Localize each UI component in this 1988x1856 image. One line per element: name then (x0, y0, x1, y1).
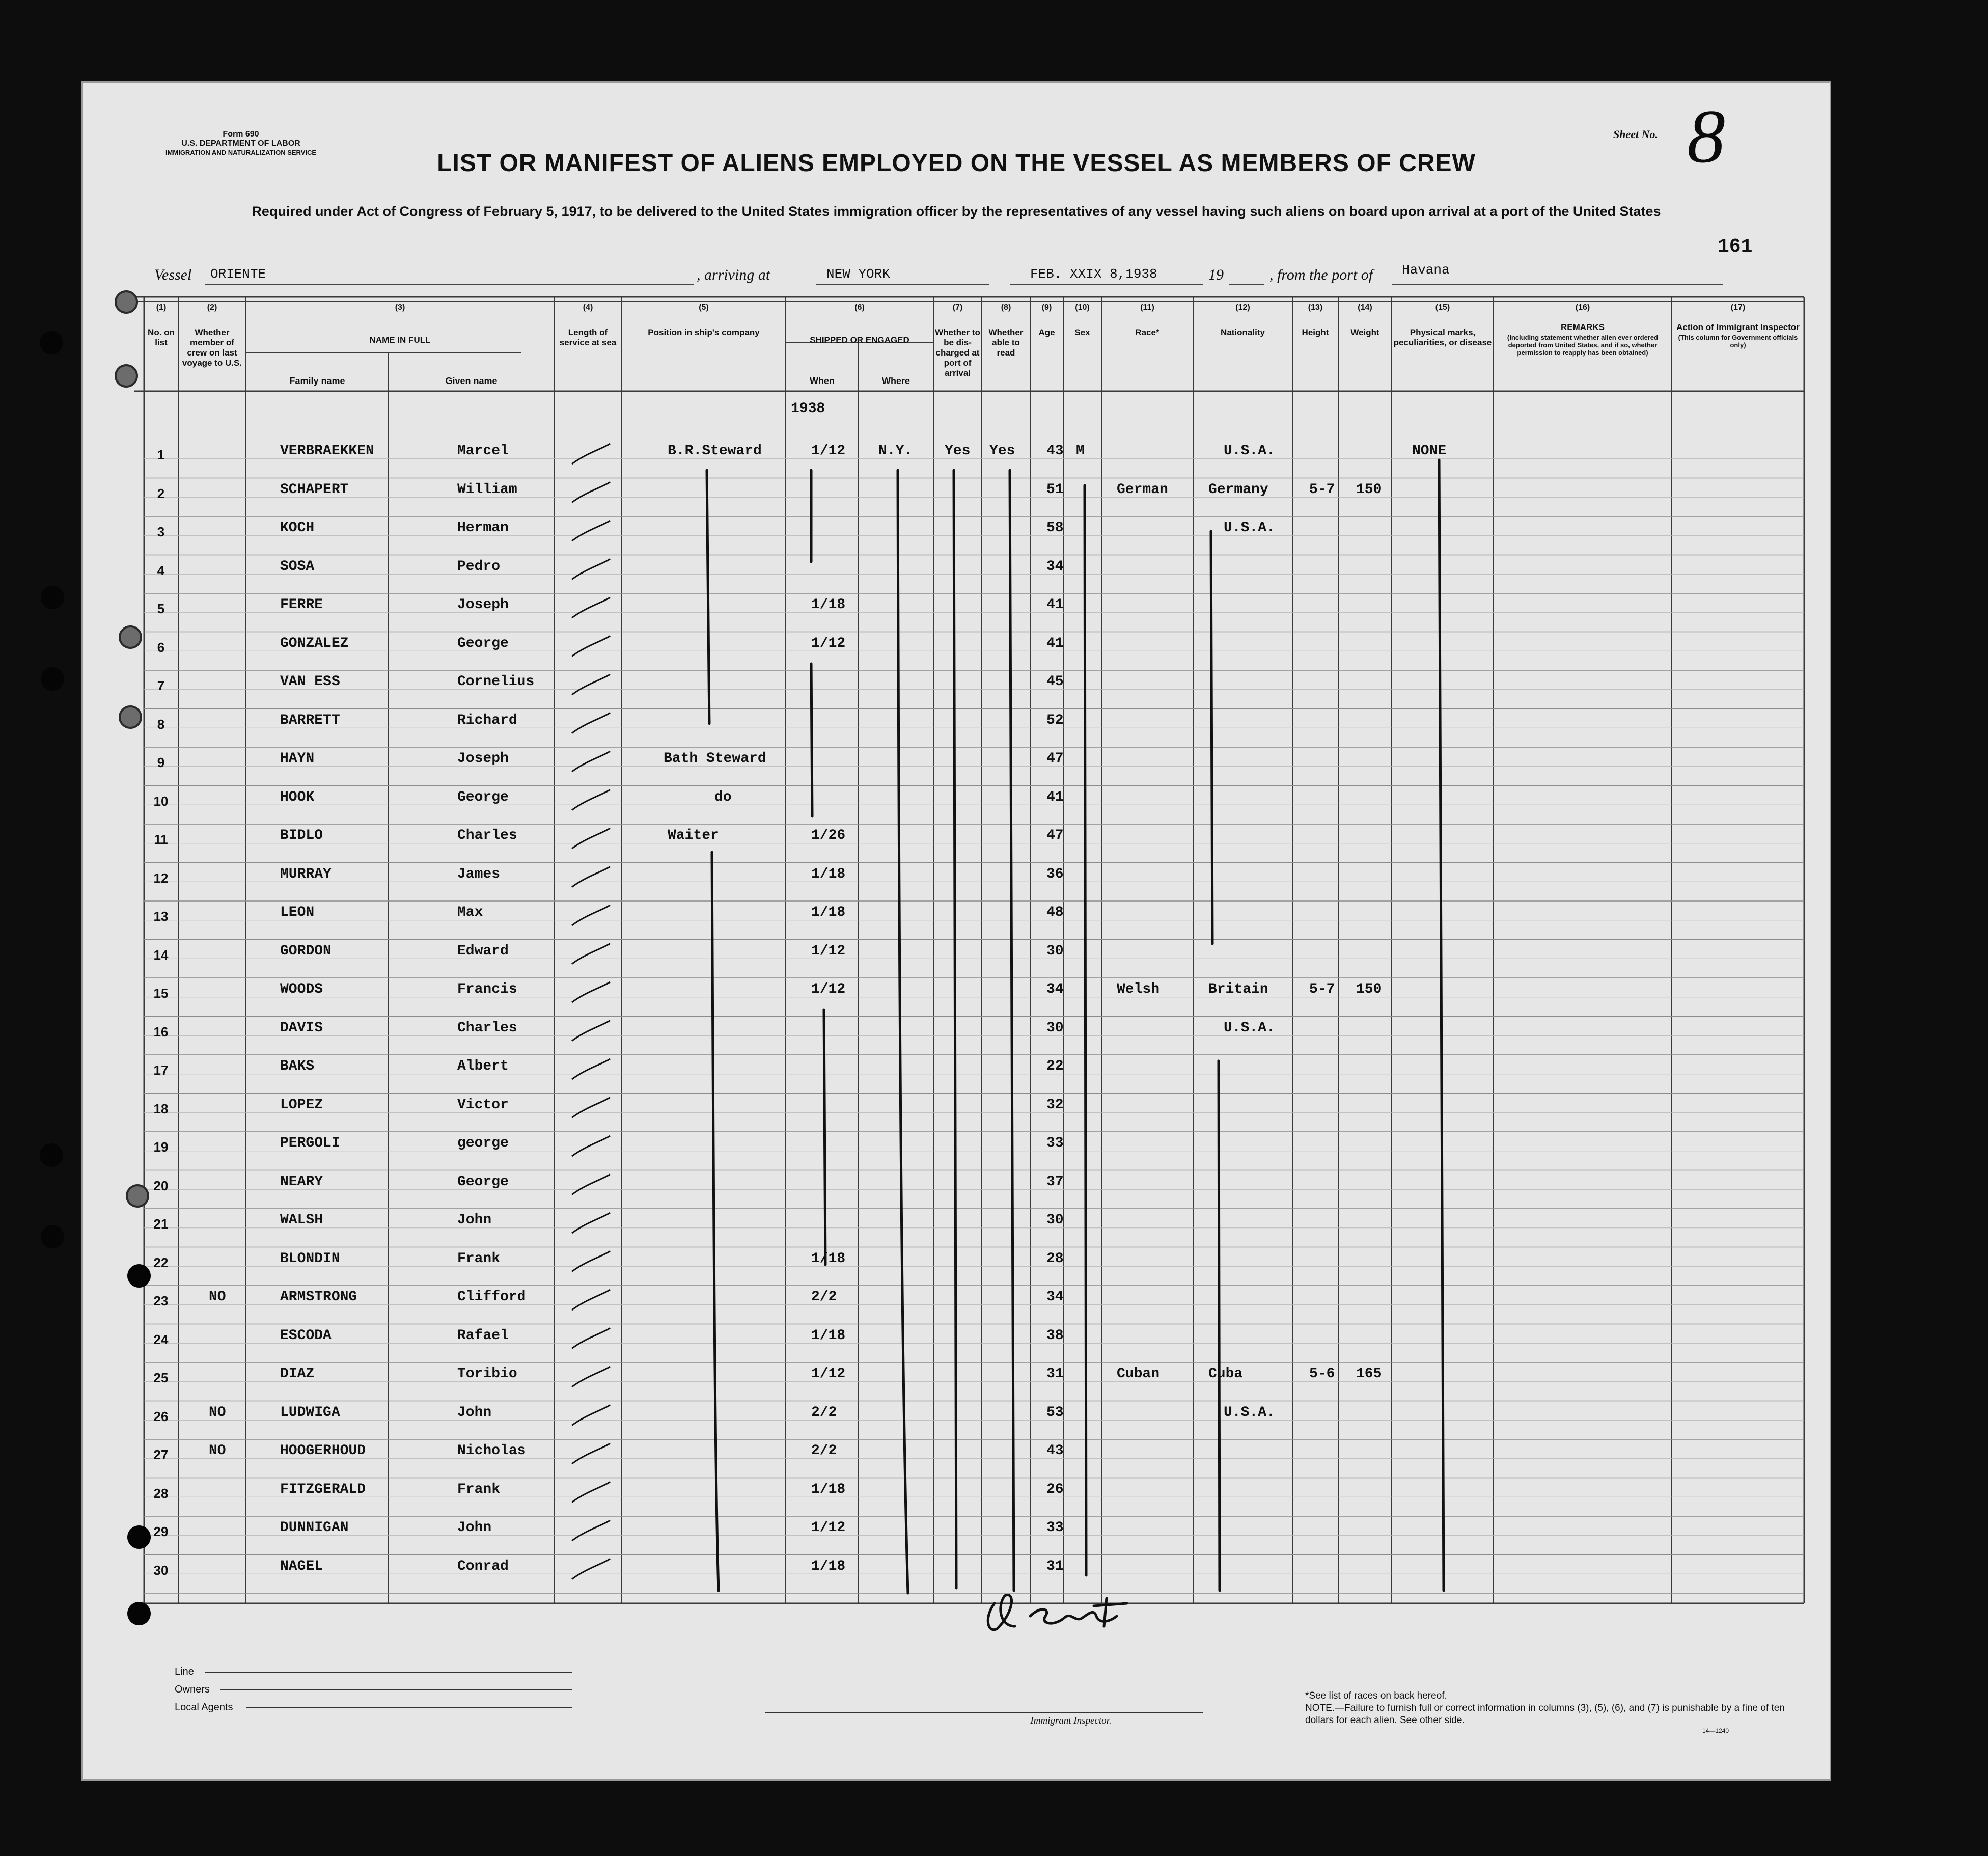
column-number: (2) (207, 303, 217, 312)
from-port-label: , from the port of (1269, 266, 1373, 283)
cell-age: 37 (1046, 1173, 1064, 1190)
cell-given: Frank (457, 1481, 501, 1497)
cell-given: Victor (457, 1097, 509, 1113)
cell-age: 30 (1046, 1020, 1064, 1036)
cell-family: HOOK (280, 789, 315, 805)
cell-given: George (457, 1173, 509, 1190)
cell-age: 41 (1046, 635, 1064, 651)
cell-last-voyage: NO (209, 1443, 226, 1459)
cell-race: German (1117, 481, 1168, 498)
cell-when: 2/2 (811, 1289, 837, 1305)
cell-position: Bath Steward (664, 751, 766, 767)
cell-position: Waiter (668, 828, 719, 843)
cell-age: 33 (1046, 1520, 1064, 1536)
cell-family: GONZALEZ (280, 635, 349, 651)
cell-when: 1/18 (811, 1327, 846, 1344)
row-number: 26 (153, 1408, 169, 1424)
cell-age: 30 (1046, 1212, 1064, 1228)
department: U.S. DEPARTMENT OF LABOR (181, 139, 300, 148)
cell-family: LOPEZ (280, 1097, 323, 1113)
column-number: (13) (1308, 303, 1323, 312)
cell-age: 48 (1046, 905, 1064, 920)
cell-age: 28 (1046, 1250, 1064, 1267)
cell-last-voyage: NO (209, 1289, 226, 1305)
vessel-name: ORIENTE (210, 266, 266, 282)
punch-hole (126, 1184, 149, 1208)
cell-family: BLONDIN (280, 1250, 340, 1267)
cell-when: 1/18 (811, 905, 846, 920)
column-header: Race* (1135, 327, 1159, 337)
column-header: Length of service at sea (559, 327, 617, 347)
cell-when: 1/12 (811, 943, 846, 959)
cell-age: 32 (1046, 1097, 1064, 1113)
punch-hole (127, 1264, 151, 1288)
inspector-signature (988, 1595, 1127, 1629)
length-of-service-strokes (572, 444, 610, 1579)
cell-age: 30 (1046, 943, 1064, 959)
row-number: 15 (153, 986, 169, 1001)
sheet-no: 8 (1687, 94, 1725, 179)
column-number: (9) (1041, 303, 1052, 312)
cell-position: B.R.Steward (668, 443, 762, 459)
cell-age: 52 (1046, 712, 1064, 728)
cell-given: george (457, 1135, 509, 1151)
row-number: 19 (153, 1139, 169, 1155)
cell-given: Pedro (457, 558, 501, 575)
cell-nationality: U.S.A. (1224, 520, 1275, 536)
ditto-marks (707, 460, 1444, 1593)
row-number: 22 (153, 1254, 169, 1270)
cell-height: 5-7 (1309, 981, 1335, 997)
row-number: 14 (153, 947, 169, 963)
cell-family: MURRAY (280, 866, 332, 882)
cell-given: Marcel (457, 443, 509, 459)
punch-hole (115, 290, 138, 314)
races-note: *See list of races on back hereof. (1305, 1690, 1447, 1701)
column-header: Height (1302, 327, 1329, 337)
cell-marks: NONE (1412, 443, 1447, 459)
cell-age: 34 (1046, 981, 1064, 997)
cell-family: SCHAPERT (280, 481, 349, 498)
arrival-port: NEW YORK (826, 266, 890, 282)
row-number: 9 (157, 755, 165, 770)
form-code: 14—1240 (1702, 1727, 1729, 1734)
cell-sex: M (1076, 443, 1085, 459)
punch-hole (119, 705, 142, 729)
cell-age: 45 (1046, 674, 1064, 690)
cell-race: Welsh (1117, 981, 1160, 997)
cell-when: 1/18 (811, 1558, 846, 1574)
from-port: Havana (1402, 262, 1450, 278)
cell-family: HOOGERHOUD (280, 1443, 366, 1459)
column-header: Whether member of crew on last voyage to U.S. (182, 327, 242, 368)
cell-given: Conrad (457, 1558, 509, 1574)
row-number: 5 (157, 601, 165, 616)
row-number: 6 (157, 639, 165, 655)
cell-age: 43 (1046, 443, 1064, 459)
cell-last-voyage: NO (209, 1404, 226, 1421)
cell-given: George (457, 635, 509, 651)
cell-given: Charles (457, 1020, 517, 1036)
column-header: Weight (1350, 327, 1379, 337)
cell-given: Herman (457, 520, 509, 536)
cell-age: 34 (1046, 1289, 1064, 1305)
cell-age: 31 (1046, 1558, 1064, 1574)
cell-family: WALSH (280, 1212, 323, 1228)
column-number: (17) (1730, 303, 1746, 312)
cell-age: 47 (1046, 751, 1064, 767)
row-number: 2 (157, 485, 165, 501)
cell-given: Cornelius (457, 674, 535, 690)
row-number: 24 (153, 1331, 169, 1347)
column-header: Sex (1074, 327, 1090, 337)
row-number: 16 (153, 1024, 169, 1040)
cell-given: James (457, 866, 501, 882)
column-number: (15) (1435, 303, 1450, 312)
cell-given: John (457, 1520, 492, 1536)
cell-family: LUDWIGA (280, 1404, 340, 1421)
arriving-label: , arriving at (697, 266, 770, 283)
cell-given: William (457, 481, 517, 498)
cell-family: WOODS (280, 981, 323, 997)
cell-given: Frank (457, 1250, 501, 1267)
year-label: 19 (1208, 266, 1224, 283)
column-number: (10) (1075, 303, 1090, 312)
row-number: 29 (153, 1524, 169, 1539)
cell-given: Joseph (457, 751, 509, 767)
punch-hole (41, 1225, 64, 1248)
punch-hole (40, 1143, 63, 1167)
row-number: 1 (157, 447, 165, 462)
cell-height: 5-6 (1309, 1366, 1335, 1382)
cell-discharged: Yes (945, 443, 971, 459)
column-header: Nationality (1221, 327, 1265, 337)
punch-hole (115, 364, 138, 388)
cell-family: BIDLO (280, 828, 323, 843)
column-number: (8) (1001, 303, 1011, 312)
cell-age: 41 (1046, 789, 1064, 805)
cell-age: 34 (1046, 558, 1064, 575)
column-number: (6) (854, 303, 865, 312)
column-subheader: Given name (445, 376, 498, 386)
cell-family: FITZGERALD (280, 1481, 366, 1497)
service: IMMIGRATION AND NATURALIZATION SERVICE (165, 149, 317, 156)
cell-family: ESCODA (280, 1327, 332, 1344)
column-header: Whether able to read (988, 327, 1024, 358)
line-label: Line (175, 1666, 194, 1677)
row-number: 3 (157, 524, 165, 539)
column-number: (1) (156, 303, 167, 312)
cell-given: Charles (457, 828, 517, 843)
cell-nationality: U.S.A. (1224, 443, 1275, 459)
row-number: 11 (154, 832, 168, 847)
row-number: 17 (153, 1062, 169, 1078)
row-number: 13 (153, 909, 169, 924)
local-agents-label: Local Agents (175, 1702, 233, 1713)
cell-when: 1/12 (811, 635, 846, 651)
column-header: NAME IN FULL (369, 335, 431, 345)
cell-family: BAKS (280, 1058, 315, 1074)
cell-family: PERGOLI (280, 1135, 340, 1151)
page-title: LIST OR MANIFEST OF ALIENS EMPLOYED ON THE VESSEL AS MEMBERS OF CREW (437, 150, 1476, 177)
column-number: (16) (1575, 303, 1590, 312)
cell-family: VAN ESS (280, 674, 340, 690)
column-subheader: When (810, 376, 835, 386)
row-number: 27 (153, 1447, 169, 1462)
column-header: Age (1038, 327, 1055, 337)
cell-age: 43 (1046, 1443, 1064, 1459)
cell-where: N.Y. (878, 443, 913, 459)
row-number: 10 (153, 793, 169, 809)
row-number: 18 (153, 1101, 169, 1116)
punch-hole (127, 1602, 151, 1625)
sheet-no-label: Sheet No. (1613, 128, 1658, 141)
vessel-label: Vessel (154, 266, 192, 283)
owners-label: Owners (175, 1684, 210, 1695)
column-number: (7) (952, 303, 963, 312)
cell-family: DAVIS (280, 1020, 323, 1036)
cell-weight: 165 (1356, 1366, 1382, 1382)
cell-weight: 150 (1356, 481, 1382, 498)
cell-age: 33 (1046, 1135, 1064, 1151)
column-header: REMARKS (1561, 322, 1605, 332)
cell-age: 51 (1046, 481, 1064, 498)
cell-nationality: U.S.A. (1224, 1404, 1275, 1421)
column-header: No. on list (148, 327, 175, 347)
punch-hole (41, 586, 64, 609)
row-number: 7 (157, 678, 165, 693)
cell-nationality: Britain (1208, 981, 1268, 997)
cell-nationality: Cuba (1208, 1366, 1243, 1382)
cell-when: 2/2 (811, 1404, 837, 1421)
arrival-date: FEB. XXIX 8,1938 (1030, 266, 1157, 282)
column-number: (4) (583, 303, 593, 312)
column-subheader: Family name (289, 376, 345, 386)
row-number: 30 (153, 1562, 169, 1578)
cell-position: do (714, 789, 732, 805)
column-header: Position in ship's company (648, 327, 760, 337)
cell-given: Nicholas (457, 1443, 526, 1459)
cell-given: Rafael (457, 1327, 509, 1344)
punch-hole (119, 625, 142, 649)
punch-hole (40, 331, 63, 354)
cell-given: Francis (457, 981, 517, 997)
column-header-note: (Including statement whether alien ever ordered deported from United States, and if so, whether permission to reapply has been obtained) (1507, 334, 1659, 357)
column-header: Action of Immigrant Inspector (1676, 322, 1800, 332)
cell-when: 1/18 (811, 1481, 846, 1497)
penalty-note: NOTE.—Failure to furnish full or correct information in columns (3), (5), (6), and (7) is punishable by a fine of ten dollars for each alien. See other side. (1305, 1703, 1785, 1726)
cell-when: 1/18 (811, 1250, 846, 1267)
column-number: (3) (395, 303, 405, 312)
cell-age: 26 (1046, 1481, 1064, 1497)
cell-height: 5-7 (1309, 481, 1335, 498)
cell-family: LEON (280, 905, 315, 920)
cell-family: KOCH (280, 520, 315, 536)
cell-given: Albert (457, 1058, 509, 1074)
row-number: 12 (153, 870, 169, 886)
cell-family: BARRETT (280, 712, 340, 728)
row-number: 4 (157, 562, 165, 578)
cell-family: NEARY (280, 1173, 323, 1190)
cell-nationality: Germany (1208, 481, 1268, 498)
cell-weight: 150 (1356, 981, 1382, 997)
cell-given: Joseph (457, 597, 509, 613)
column-subheader: Where (881, 376, 910, 386)
cell-given: John (457, 1212, 492, 1228)
row-number: 20 (153, 1178, 169, 1193)
column-header: SHIPPED OR ENGAGED (810, 335, 909, 345)
row-number: 28 (153, 1485, 169, 1501)
cell-given: Toribio (457, 1366, 517, 1382)
cell-given: John (457, 1404, 492, 1421)
cell-given: Max (457, 905, 483, 920)
column-header: Whether to be dis-charged at port of arrival (935, 327, 980, 378)
cell-family: GORDON (280, 943, 332, 959)
column-header-note: (This column for Government officials only) (1678, 334, 1798, 349)
cell-given: Richard (457, 712, 517, 728)
row-number: 23 (153, 1293, 169, 1308)
cell-family: DUNNIGAN (280, 1520, 349, 1536)
cell-nationality: U.S.A. (1224, 1020, 1275, 1036)
cell-family: FERRE (280, 597, 323, 613)
cell-age: 22 (1046, 1058, 1064, 1074)
row-number: 25 (153, 1370, 169, 1385)
year-heading: 1938 (791, 401, 825, 417)
cell-given: Edward (457, 943, 509, 959)
cell-age: 41 (1046, 597, 1064, 613)
cell-when: 2/2 (811, 1443, 837, 1459)
cell-family: ARMSTRONG (280, 1289, 357, 1305)
cell-race: Cuban (1117, 1366, 1160, 1382)
cell-when: 1/18 (811, 866, 846, 882)
cell-when: 1/12 (811, 1366, 846, 1382)
cell-age: 53 (1046, 1404, 1064, 1421)
column-number: (5) (699, 303, 709, 312)
cell-family: VERBRAEKKEN (280, 443, 374, 459)
cell-when: 1/12 (811, 443, 846, 459)
manifest-sheet (81, 81, 1831, 1781)
cell-age: 38 (1046, 1327, 1064, 1344)
page-subtitle: Required under Act of Congress of February 5, 1917, to be delivered to the United States immigration officer by the representatives of any vessel having such aliens on board upon arrival at a port of the United States (252, 204, 1661, 219)
cell-age: 58 (1046, 520, 1064, 536)
column-header: Physical marks, peculiarities, or disease (1393, 327, 1492, 347)
footer-rules (205, 1672, 1203, 1713)
cell-family: DIAZ (280, 1366, 315, 1382)
immigrant-inspector-label: Immigrant Inspector. (1030, 1715, 1112, 1726)
cell-when: 1/26 (811, 828, 846, 843)
column-number: (14) (1358, 303, 1372, 312)
cell-family: NAGEL (280, 1558, 323, 1574)
cell-age: 36 (1046, 866, 1064, 882)
row-number: 8 (157, 716, 165, 732)
cell-when: 1/12 (811, 1520, 846, 1536)
column-number: (12) (1235, 303, 1250, 312)
punch-hole (127, 1525, 151, 1549)
cell-given: Clifford (457, 1289, 526, 1305)
cell-age: 31 (1046, 1366, 1064, 1382)
cell-family: HAYN (280, 751, 315, 767)
cell-age: 47 (1046, 828, 1064, 843)
form-no: Form 690 (223, 130, 259, 139)
footer-note (1305, 1690, 1814, 1727)
row-number: 21 (153, 1216, 169, 1232)
punch-hole (41, 667, 64, 691)
column-number: (11) (1140, 303, 1154, 312)
cell-given: George (457, 789, 509, 805)
stamp-number: 161 (1718, 236, 1753, 258)
cell-family: SOSA (280, 558, 315, 575)
cell-read: Yes (989, 443, 1015, 459)
cell-when: 1/18 (811, 597, 846, 613)
cell-when: 1/12 (811, 981, 846, 997)
